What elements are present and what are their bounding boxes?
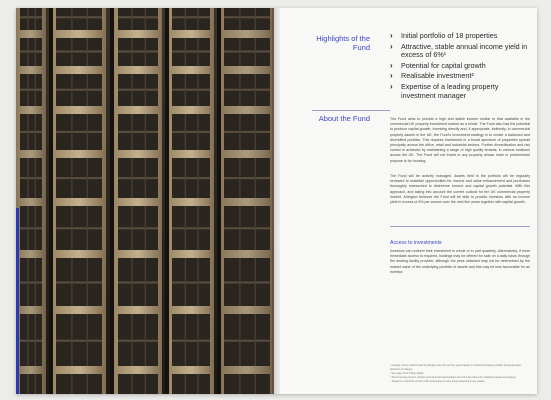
highlights-list <box>390 32 530 102</box>
footnote-3: ³ The Fund may invest in vehicles such as limited partnerships and unit trusts where the underlying assets are property. <box>390 376 517 379</box>
highlight-text: Realisable investment² <box>401 71 474 81</box>
footnotes <box>390 364 530 384</box>
about-paragraph-1: The Fund aims to provide a high and stable income similar to that available in the commercial UK property investment market as a whole. The Fund also has the potential to produce capital growth. Investing directly and, if appropriate, indirectly, in commercial property assets in the UK, the Fund's investment strategy is to create a balanced and diversified portfolio. This requires investment in a broad spectrum of properties spread principally across the office, retail and industrial sectors. Further diversification and risk control is achieved by maintaining a range of high quality tenants, in various locations across the UK. The Fund will not invest in any property whose main or predominant purpose is for housing. <box>390 117 530 163</box>
highlight-text: Potential for capital growth <box>401 60 486 70</box>
building-facade-photo <box>16 8 274 394</box>
highlights-heading: Highlights of the Fund <box>316 34 370 52</box>
highlight-text: Initial portfolio of 18 properties <box>401 31 498 40</box>
highlight-text: Attractive, stable annual income yield in excess of 6%¹ <box>401 41 528 60</box>
brochure-spread <box>16 8 537 394</box>
footnote-4: ⁴ Subject to a minimum of 10% of the total shares in issue being redeemed in any quarter. <box>390 380 485 383</box>
highlight-item <box>390 83 530 100</box>
chevron-right-icon: › <box>390 71 393 81</box>
facade-image <box>16 8 274 394</box>
footnote-2: ² See page 11 for further details. <box>390 372 425 375</box>
about-divider <box>312 110 390 111</box>
access-heading: Access to investments <box>390 240 442 246</box>
chevron-right-icon: › <box>390 60 393 70</box>
text-page <box>280 8 537 394</box>
access-divider <box>390 226 530 227</box>
chevron-right-icon: › <box>390 81 393 91</box>
about-heading: About the Fund <box>318 114 370 123</box>
chevron-right-icon: › <box>390 41 393 51</box>
highlight-item <box>390 72 530 81</box>
footnote-1: ¹ Average income yield forecast by Arlington over the next five years based on a historical property portfolio and quoted after deduction of charges. <box>390 364 522 371</box>
highlight-item <box>390 62 530 71</box>
blue-edge-strip <box>16 208 19 394</box>
chevron-right-icon: › <box>390 31 393 40</box>
access-paragraph: Investors can redeem their investment in whole or in part quarterly. Alternatively, if more immediate access is required, holdings may be offered for sale on a daily basis through the dealing facility provider, although the price obtained may not be determined by the market value of the underlying portfolio of assets and this may be less favourable for an investor. <box>390 249 530 274</box>
highlight-text: Expertise of a leading property investment manager <box>401 81 499 100</box>
highlight-item <box>390 43 530 60</box>
highlight-item <box>390 32 530 41</box>
about-paragraph-2: The Fund will be actively managed. Assets held in the portfolio will be regularly reviewed to establish opportunities for income and value enhancement and purchases thoroughly researched to determine income and capital growth potential. With this approach, and taking into account the current outlook for the UK commercial property market, Arlington believes the Fund will be able to provide investors with an income yield in excess of 6% per annum over the next five years together with capital growth. <box>390 174 530 205</box>
